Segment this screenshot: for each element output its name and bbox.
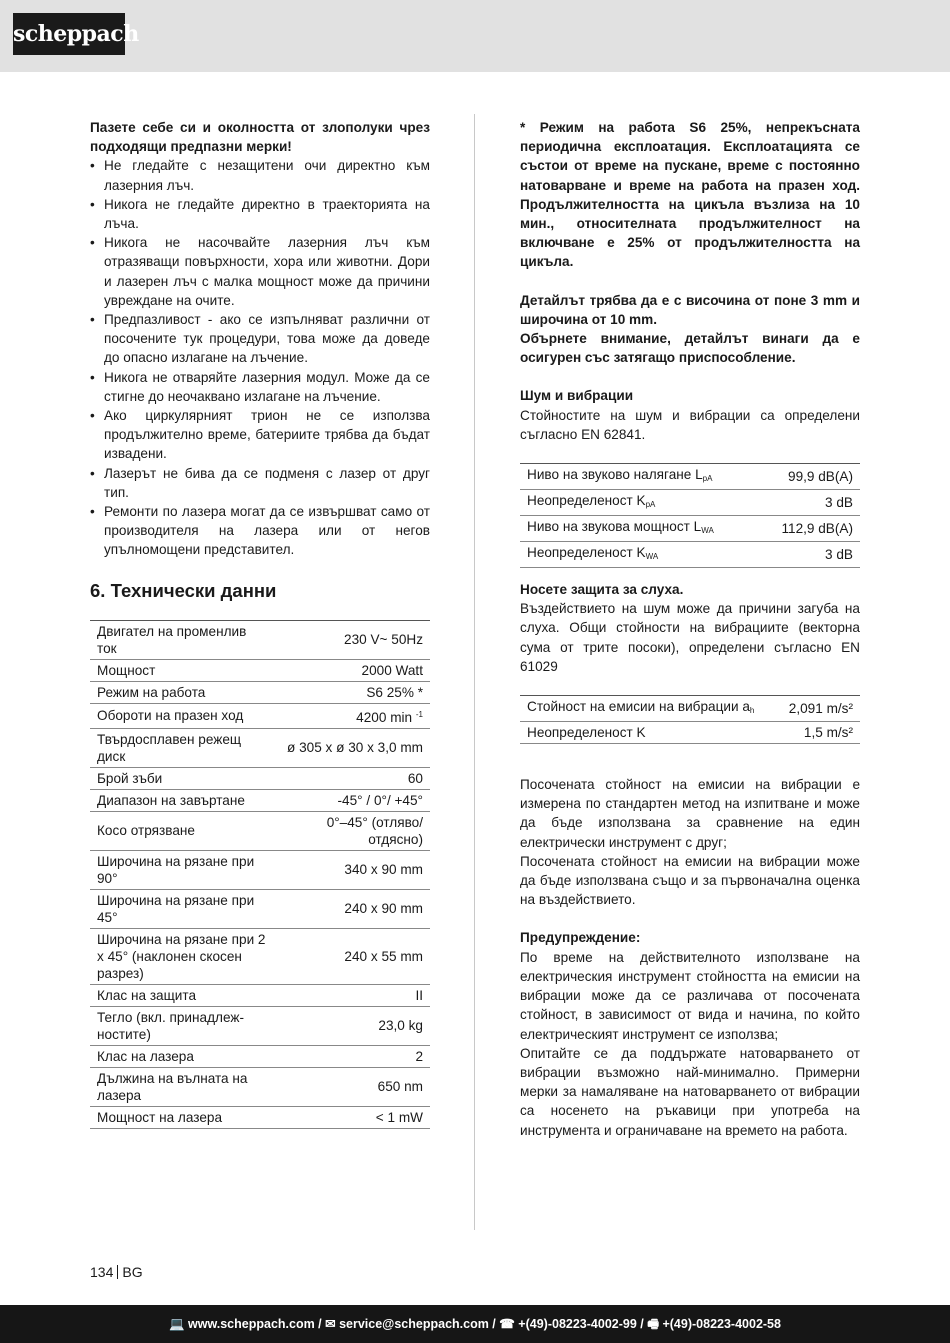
section-title: 6. Технически данни [90, 579, 277, 601]
spec-value: 340 x 90 mm [273, 850, 430, 889]
table-row [520, 542, 860, 568]
vibration-label [520, 696, 764, 722]
table-row [90, 789, 430, 811]
table-row [520, 696, 860, 722]
vibration-label-text: Стойност на емисии на вибрации a [527, 699, 750, 715]
noise-value: 3 dB [758, 490, 860, 516]
spec-value: S6 25% * [273, 681, 430, 703]
table-row [90, 1106, 430, 1128]
spec-value: 23,0 kg [273, 1006, 430, 1045]
table-row [90, 728, 430, 767]
page-footer: 💻 www.scheppach.com / ✉ service@scheppach.com / ☎ +(49)-08223-4002-99 / 🖷 +(49)-08223-4002-58 [0, 1305, 950, 1343]
spec-value [273, 703, 430, 728]
table-row [520, 722, 860, 744]
spec-label: Широчина на рязане при 2 x 45° (наклонен скосен разрез) [90, 928, 273, 984]
spec-value: 0°–45° (отляво/отдясно) [273, 811, 430, 850]
spec-value: ø 305 x ø 30 x 3,0 mm [273, 728, 430, 767]
noise-title: Шум и вибрации [520, 388, 634, 404]
table-row [90, 850, 430, 889]
spec-label: Режим на работа [90, 681, 273, 703]
hearing-text: Въздействието на шум може да причини загуба на слуха. Общи стойности на вибрациите (векторна сума от трите посоки), определени съгласно EN 61029 [520, 601, 860, 674]
spec-value: 60 [273, 767, 430, 789]
table-row [90, 1067, 430, 1106]
table-row [90, 620, 430, 659]
spec-value: 650 nm [273, 1067, 430, 1106]
spec-value: II [273, 984, 430, 1006]
noise-value: 99,9 dB(A) [758, 464, 860, 490]
workpiece-size-note: Детайлът трябва да е с височина от поне 3 mm и широчина от 10 mm. [520, 292, 860, 327]
noise-label [520, 516, 758, 542]
spec-label: Тегло (вкл. принадлежностите) [90, 1006, 273, 1045]
spec-value: 230 V~ 50Hz [273, 620, 430, 659]
spec-label: Клас на защита [90, 984, 273, 1006]
vibration-text-2: Посочената стойност на емисии на вибрации може да бъде използвана също и за първоначална оценка на въздействието. [520, 853, 860, 908]
table-row [520, 464, 860, 490]
noise-label-sub: pA [645, 500, 656, 510]
spec-value: -45° / 0°/ +45° [273, 789, 430, 811]
warning-title: Предупреждение: [520, 930, 641, 946]
spec-value: < 1 mW [273, 1106, 430, 1128]
spec-value-text: 4200 min [356, 709, 413, 725]
list-item: • Ако циркулярният трион не се използва продължително време, батериите трябва да бъдат извадени. [90, 406, 430, 464]
spec-value: 240 x 55 mm [273, 928, 430, 984]
table-row [520, 516, 860, 542]
spec-label: Широчина на рязане при 90° [90, 850, 273, 889]
left-column [90, 118, 430, 1129]
noise-value: 3 dB [758, 542, 860, 568]
table-row [90, 767, 430, 789]
list-item: • Никога не отваряйте лазерния модул. Може да се стигне до неочаквано излагане на лъчение. [90, 368, 430, 406]
list-item: • Предпазливост - ако се изпълняват различни от посочените тук процедури, това може да доведе до опасно излагане на лъчение. [90, 310, 430, 368]
spec-label: Брой зъби [90, 767, 273, 789]
duty-cycle-note: * Режим на работа S6 25%, непрекъсната периодична експлоатация. Експлоатацията се състои от време на пускане, време с постоянно натоварване и време на работа на празен ход. Продължителността на цикъла възлиза на 10 мин., относителната продължителност на включване е 25% от продължителността на цикъла. [520, 120, 860, 270]
table-row [90, 659, 430, 681]
page-number-value: 134 [90, 1264, 114, 1280]
list-item: • Ремонти по лазера могат да се извършват само от производителя на лазера или от негов упълномощени представител. [90, 502, 430, 560]
spec-value: 240 x 90 mm [273, 889, 430, 928]
spec-label: Диапазон на завъртане [90, 789, 273, 811]
page-number-separator [117, 1265, 118, 1279]
warning-text-1: По време на действителното използване на електрическия инструмент стойността на емисии на вибрации може да се различава от посочената стойност, в зависимост от вида и начина, по който електрическият инструмент се използва; [520, 949, 860, 1042]
vibration-value: 2,091 m/s² [764, 696, 860, 722]
warning-text-2: Опитайте се да поддържате натоварването от вибрации възможно най-минимално. Примерни мерки за намаляване на натоварването от вибрации са носенето на ръкавици при употреба на инструмента и ограничаване на времето на работа. [520, 1045, 860, 1138]
vibration-value: 1,5 m/s² [764, 722, 860, 744]
noise-label-text: Неопределеност K [527, 493, 646, 509]
noise-label-sub: WA [701, 526, 714, 536]
table-row [90, 681, 430, 703]
workpiece-clamp-note: Обърнете внимание, детайлът винаги да е осигурен със затягащо приспособление. [520, 331, 860, 366]
technical-data-table [90, 620, 430, 1129]
noise-text: Стойностите на шум и вибрации са определени съгласно EN 62841. [520, 407, 860, 442]
noise-label-sub: pA [702, 474, 713, 484]
spec-label: Твърдосплавен режещ диск [90, 728, 273, 767]
column-divider [474, 114, 475, 1230]
noise-label [520, 542, 758, 568]
laser-safety-list [90, 156, 430, 559]
hearing-title: Носете защита за слуха. [520, 582, 684, 598]
spec-label: Двигател на променлив ток [90, 620, 273, 659]
vibration-table [520, 695, 860, 744]
page-number [90, 1264, 143, 1280]
table-row [90, 1006, 430, 1045]
noise-value: 112,9 dB(A) [758, 516, 860, 542]
scheppach-logo: scheppach [13, 13, 125, 55]
spec-value: 2 [273, 1045, 430, 1067]
list-item: • Никога не гледайте директно в траекторията на лъча. [90, 195, 430, 233]
vibration-text-1: Посочената стойност на емисии на вибрации е измерена по стандартен метод на изпитване и може да бъде използвана за сравнение на един електрически инструмент с друг; [520, 777, 860, 850]
table-row [520, 490, 860, 516]
table-row [90, 811, 430, 850]
vibration-label-sub: h [749, 706, 755, 716]
spec-label: Клас на лазера [90, 1045, 273, 1067]
list-item: • Не гледайте с незащитени очи директно към лазерния лъч. [90, 156, 430, 194]
list-item: • Никога не насочвайте лазерния лъч към отразяващи повърхности, хора или животни. Дори и лазерен лъч с малка мощност може да причини увреждане на очите. [90, 233, 430, 310]
noise-label-text: Неопределеност K [527, 545, 646, 561]
spec-label: Косо отрязване [90, 811, 273, 850]
table-row [90, 984, 430, 1006]
spec-label: Обороти на празен ход [90, 703, 273, 728]
spec-label: Широчина на рязане при 45° [90, 889, 273, 928]
noise-label [520, 490, 758, 516]
table-row [90, 1045, 430, 1067]
noise-label-sub: WA [645, 552, 659, 562]
table-row [90, 703, 430, 728]
table-row [90, 928, 430, 984]
page-header [0, 0, 950, 72]
list-item: • Лазерът не бива да се подменя с лазер от друг тип. [90, 464, 430, 502]
noise-label-text: Ниво на звукова мощност L [527, 519, 702, 535]
spec-value: 2000 Watt [273, 659, 430, 681]
noise-label [520, 464, 758, 490]
noise-table [520, 463, 860, 568]
noise-label-text: Ниво на звуково налягане L [527, 467, 703, 483]
right-column [520, 118, 860, 1140]
spec-label: Дължина на вълната на лазера [90, 1067, 273, 1106]
spec-value-sup: -1 [415, 709, 423, 719]
vibration-label: Неопределеност K [520, 722, 764, 744]
table-row [90, 889, 430, 928]
spec-label: Мощност на лазера [90, 1106, 273, 1128]
spec-label: Мощност [90, 659, 273, 681]
page-language: BG [122, 1264, 143, 1280]
safety-intro: Пазете себе си и околността от злополуки чрез подходящи предпазни мерки! [90, 120, 430, 155]
